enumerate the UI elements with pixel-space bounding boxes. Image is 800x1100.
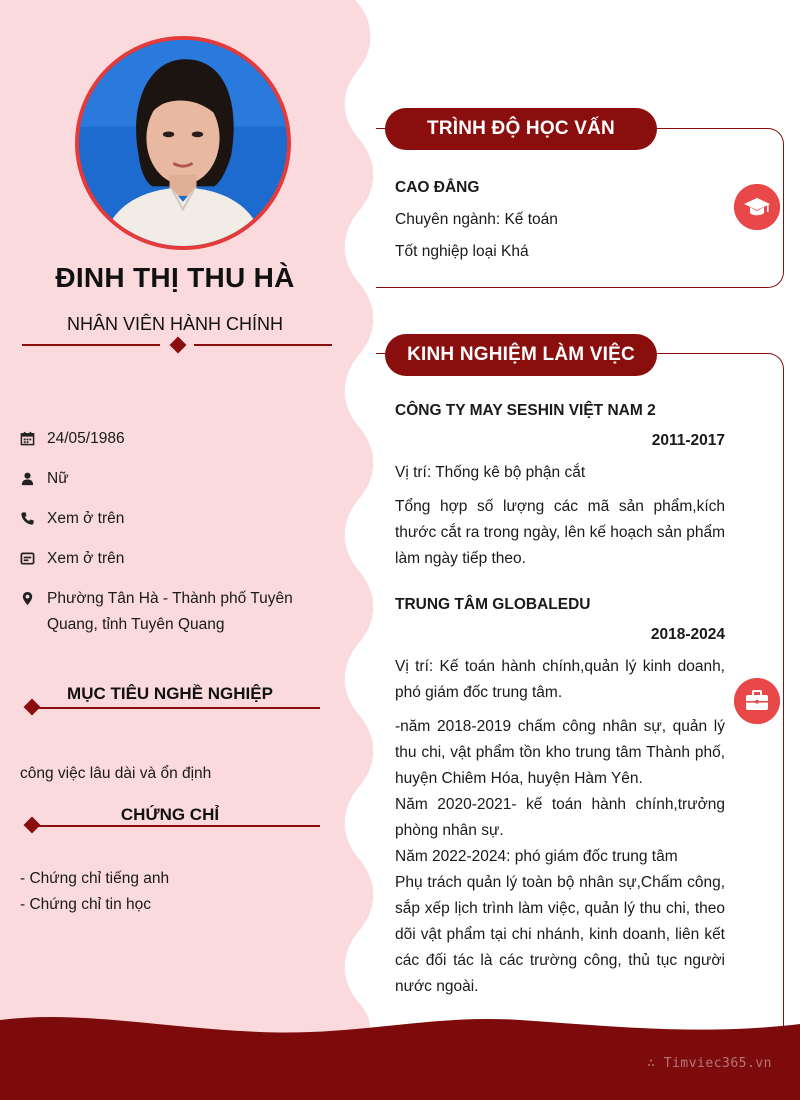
graduation-cap-icon: [734, 184, 780, 230]
experience-heading: KINH NGHIỆM LÀM VIỆC: [385, 334, 657, 376]
contact-gender: [20, 466, 320, 492]
phone-icon: [20, 511, 35, 526]
candidate-title: NHÂN VIÊN HÀNH CHÍNH: [66, 314, 284, 334]
job-detail: Tổng hợp số lượng các mã sản phẩm,kích thước cắt ra trong ngày, lên kế hoạch sản phẩm làm ngày tiếp theo.: [395, 498, 725, 567]
briefcase-icon: [734, 678, 780, 724]
contact-birthday: [20, 426, 320, 452]
certificate-item: - Chứng chỉ tiếng anh: [20, 870, 170, 887]
email-icon: [20, 551, 35, 566]
objective-heading-text: MỤC TIÊU NGHỀ NGHIỆP: [67, 684, 273, 703]
certificate-item: - Chứng chỉ tin học: [20, 896, 151, 913]
degree: CAO ĐẲNG: [395, 179, 480, 196]
avatar: [75, 36, 291, 250]
job-entry: [395, 592, 725, 1000]
experience-body: [395, 398, 725, 1000]
contact-email: [20, 546, 320, 572]
certificates-list: [20, 866, 330, 918]
title-divider: [22, 337, 332, 353]
contact-address: [20, 586, 320, 638]
grade: Tốt nghiệp loại Khá: [395, 243, 529, 260]
footer-brand: ∴ Timviec365.vn: [647, 1056, 772, 1071]
job-entry: [395, 398, 725, 572]
email-text: Xem ở trên: [47, 550, 125, 567]
phone-text: Xem ở trên: [47, 510, 125, 527]
contact-phone: [20, 506, 320, 532]
location-icon: [20, 591, 35, 606]
calendar-icon: [20, 431, 35, 446]
certificates-heading-text: CHỨNG CHỈ: [120, 805, 220, 824]
gender-text: Nữ: [47, 470, 69, 487]
candidate-name: ĐINH THỊ THU HÀ: [55, 262, 295, 293]
objective-text: công việc lâu dài và ổn định: [20, 765, 212, 782]
objective-heading: [20, 684, 320, 708]
address-text: Phường Tân Hà - Thành phố Tuyên Quang, tỉnh Tuyên Quang: [47, 590, 293, 633]
birthday-text: 24/05/1986: [47, 430, 125, 447]
footer-wave: [0, 1010, 800, 1100]
job-detail: Năm 2020-2021- kế toán hành chính,trưởng phòng nhân sự.: [395, 796, 725, 839]
contact-list: [20, 426, 320, 652]
company-name: CÔNG TY MAY SESHIN VIỆT NAM 2: [395, 402, 656, 419]
job-detail: -năm 2018-2019 chấm công nhân sự, quản lý thu chi, vật phẩm tồn kho trung tâm Thành phố, huyện Chiêm Hóa, huyện Hàm Yên.: [395, 718, 725, 787]
user-icon: [20, 471, 35, 486]
company-name: TRUNG TÂM GLOBALEDU: [395, 596, 591, 613]
job-period: 2011-2017: [651, 432, 725, 449]
education-body: [395, 172, 725, 268]
job-position: Vị trí: Kế toán hành chính,quản lý kinh doanh, phó giám đốc trung tâm.: [395, 658, 725, 701]
education-heading: TRÌNH ĐỘ HỌC VẤN: [385, 108, 657, 150]
major: Chuyên ngành: Kế toán: [395, 211, 558, 228]
certificates-heading: [20, 805, 320, 829]
profile-photo: [79, 40, 287, 246]
job-period: 2018-2024: [650, 626, 725, 643]
job-position: Vị trí: Thống kê bộ phận cắt: [395, 464, 586, 481]
job-detail: Năm 2022-2024: phó giám đốc trung tâm: [395, 848, 678, 865]
job-detail: Phụ trách quản lý toàn bộ nhân sự,Chấm công, sắp xếp lịch trình làm việc, quản lý thu chi, theo dõi vật phẩm tại chi nhánh, kinh doanh, liên kết các đối tác là các trường công, thủ tục người nước ngoài.: [395, 874, 725, 995]
